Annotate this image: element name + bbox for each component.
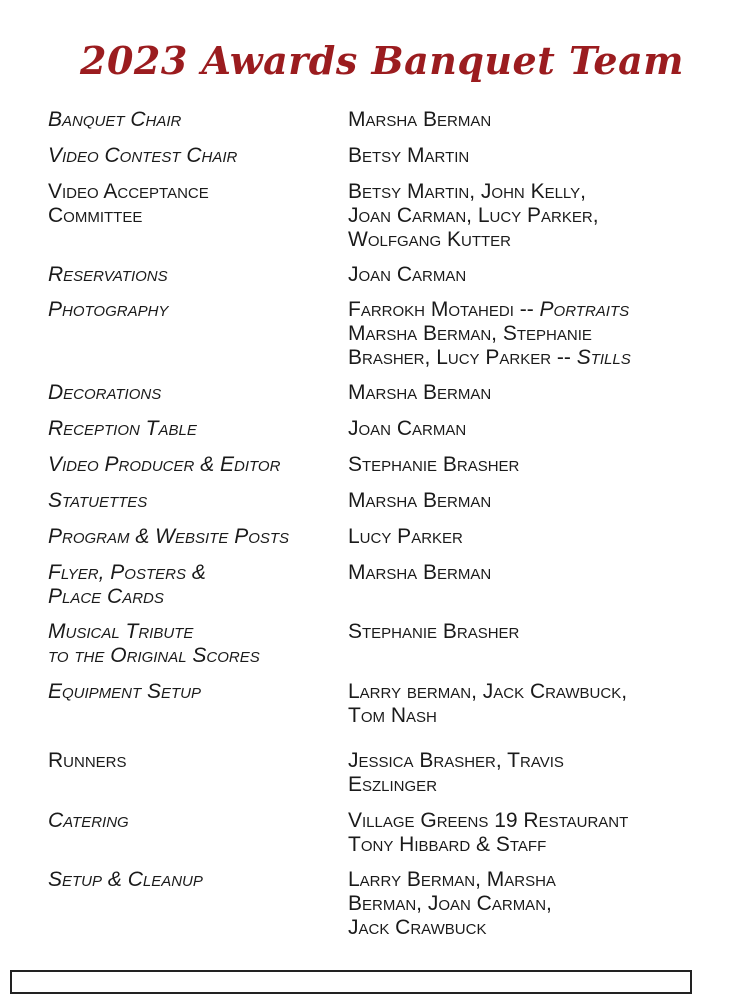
- member-names: [348, 298, 688, 370]
- member-names: Marsha Berman: [348, 561, 492, 584]
- bottom-border-box: [10, 970, 692, 994]
- member-names: Lucy Parker: [348, 525, 463, 548]
- names-note: Portraits: [539, 298, 630, 321]
- role-label: Photography: [48, 298, 169, 321]
- page-title: 2023 Awards Banquet Team: [80, 38, 684, 83]
- team-row-flyer-posters: [48, 561, 688, 609]
- team-row-setup-cleanup: [48, 868, 688, 940]
- role-label: Reception Table: [48, 417, 197, 440]
- role-label: Catering: [48, 809, 129, 832]
- team-row-decorations: [48, 381, 688, 405]
- names-text: Farrokh Motahedi --: [348, 298, 540, 321]
- role-label: Musical Tribute to the Original Scores: [48, 620, 260, 667]
- role-label: Video Producer & Editor: [48, 453, 281, 476]
- names-text: Marsha Berman, Stephanie Brasher, Lucy Parker --: [348, 322, 592, 369]
- team-row-statuettes: [48, 489, 688, 513]
- role-label: Setup & Cleanup: [48, 868, 203, 891]
- member-names: Village Greens 19 Restaurant Tony Hibbard & Staff: [348, 809, 629, 856]
- team-row-photography: [48, 298, 688, 370]
- role-label: Flyer, Posters & Place Cards: [48, 561, 206, 608]
- team-row-equipment-setup: [48, 680, 688, 728]
- member-names: Jessica Brasher, Travis Eszlinger: [348, 749, 564, 796]
- role-label: Reservations: [48, 263, 168, 286]
- role-label: Banquet Chair: [48, 108, 182, 131]
- role-label: Equipment Setup: [48, 680, 202, 703]
- team-row-musical-tribute: [48, 620, 688, 668]
- team-row-video-producer: [48, 453, 688, 477]
- team-row-reservations: [48, 263, 688, 287]
- names-note: Stills: [576, 346, 631, 369]
- member-names: Marsha Berman: [348, 489, 492, 512]
- member-names: Marsha Berman: [348, 108, 492, 131]
- role-label: Runners: [48, 749, 127, 772]
- team-row-runners: [48, 749, 688, 797]
- member-names: Marsha Berman: [348, 381, 492, 404]
- team-row-catering: [48, 809, 688, 857]
- role-label: Statuettes: [48, 489, 148, 512]
- role-label: Video Acceptance Committee: [48, 180, 209, 227]
- team-row-banquet-chair: [48, 108, 688, 132]
- member-names: Larry Berman, Marsha Berman, Joan Carman, Jack Crawbuck: [348, 868, 556, 939]
- member-names: Joan Carman: [348, 263, 467, 286]
- team-row-video-contest-chair: [48, 144, 688, 168]
- member-names: Stephanie Brasher: [348, 453, 520, 476]
- team-row-program-website: [48, 525, 688, 549]
- team-row-video-acceptance-committee: [48, 180, 688, 252]
- member-names: Stephanie Brasher: [348, 620, 520, 643]
- team-row-reception-table: [48, 417, 688, 441]
- role-label: Program & Website Posts: [48, 525, 290, 548]
- member-names: Betsy Martin: [348, 144, 470, 167]
- role-label: Decorations: [48, 381, 162, 404]
- member-names: Larry berman, Jack Crawbuck, Tom Nash: [348, 680, 628, 727]
- member-names: Betsy Martin, John Kelly, Joan Carman, Lucy Parker, Wolfgang Kutter: [348, 180, 599, 251]
- member-names: Joan Carman: [348, 417, 467, 440]
- role-label: Video Contest Chair: [48, 144, 238, 167]
